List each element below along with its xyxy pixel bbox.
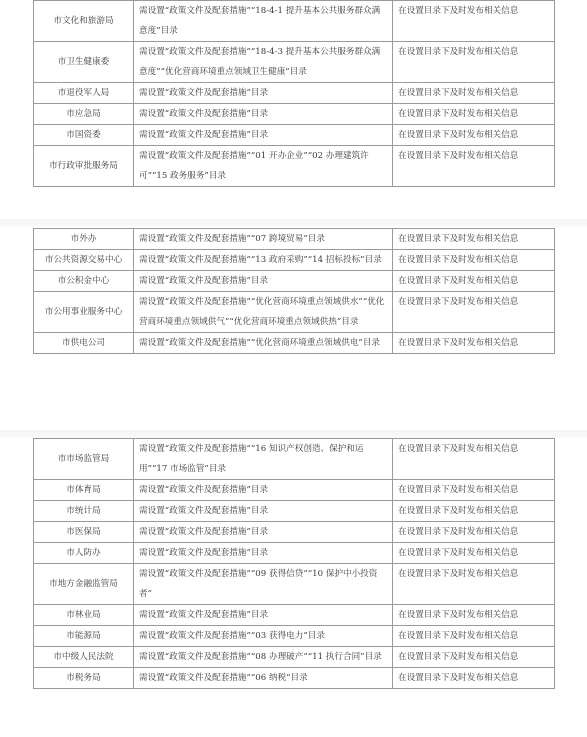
disclosure-table-3 — [33, 438, 555, 689]
requirement-cell: 需设置“政策文件及配套措施”“18-4-1 提升基本公共服务群众满意度”目录 — [134, 1, 393, 42]
action-cell: 在设置目录下及时发布相关信息 — [393, 250, 555, 271]
action-cell: 在设置目录下及时发布相关信息 — [393, 522, 555, 543]
table-row — [34, 480, 555, 501]
department-cell: 市中级人民法院 — [34, 647, 134, 668]
department-cell: 市能源局 — [34, 626, 134, 647]
action-cell: 在设置目录下及时发布相关信息 — [393, 125, 555, 146]
action-cell: 在设置目录下及时发布相关信息 — [393, 83, 555, 104]
table-row — [34, 292, 555, 333]
department-cell: 市国资委 — [34, 125, 134, 146]
table-block-3 — [33, 438, 555, 737]
disclosure-table-2 — [33, 228, 555, 354]
department-cell: 市公共资源交易中心 — [34, 250, 134, 271]
table-row — [34, 146, 555, 187]
department-cell: 市供电公司 — [34, 333, 134, 354]
table-row — [34, 501, 555, 522]
table-row — [34, 229, 555, 250]
table-row — [34, 626, 555, 647]
department-cell: 市医保局 — [34, 522, 134, 543]
action-cell: 在设置目录下及时发布相关信息 — [393, 647, 555, 668]
department-cell: 市行政审批服务局 — [34, 146, 134, 187]
department-cell: 市卫生健康委 — [34, 42, 134, 83]
requirement-cell: 需设置“政策文件及配套措施”“06 纳税”目录 — [134, 668, 393, 689]
department-cell: 市统计局 — [34, 501, 134, 522]
department-cell: 市税务局 — [34, 668, 134, 689]
requirement-cell: 需设置“政策文件及配套措施”目录 — [134, 104, 393, 125]
action-cell: 在设置目录下及时发布相关信息 — [393, 42, 555, 83]
table-row — [34, 647, 555, 668]
requirement-cell: 需设置“政策文件及配套措施”“07 跨境贸易”目录 — [134, 229, 393, 250]
department-cell: 市林业局 — [34, 605, 134, 626]
requirement-cell: 需设置“政策文件及配套措施”目录 — [134, 522, 393, 543]
action-cell: 在设置目录下及时发布相关信息 — [393, 292, 555, 333]
department-cell: 市体育局 — [34, 480, 134, 501]
requirement-cell: 需设置“政策文件及配套措施”目录 — [134, 271, 393, 292]
requirement-cell: 需设置“政策文件及配套措施”“优化营商环境重点领域供电”目录 — [134, 333, 393, 354]
requirement-cell: 需设置“政策文件及配套措施”目录 — [134, 543, 393, 564]
disclosure-table-1 — [33, 0, 555, 187]
action-cell: 在设置目录下及时发布相关信息 — [393, 605, 555, 626]
action-cell: 在设置目录下及时发布相关信息 — [393, 543, 555, 564]
department-cell: 市地方金融监管局 — [34, 564, 134, 605]
page-gap — [0, 219, 587, 227]
action-cell: 在设置目录下及时发布相关信息 — [393, 501, 555, 522]
requirement-cell: 需设置“政策文件及配套措施”“03 获得电力”目录 — [134, 626, 393, 647]
requirement-cell: 需设置“政策文件及配套措施”“08 办理破产”“11 执行合同”目录 — [134, 647, 393, 668]
table-row — [34, 543, 555, 564]
requirement-cell: 需设置“政策文件及配套措施”目录 — [134, 501, 393, 522]
department-cell: 市公用事业服务中心 — [34, 292, 134, 333]
requirement-cell: 需设置“政策文件及配套措施”“13 政府采购”“14 招标投标”目录 — [134, 250, 393, 271]
department-cell: 市外办 — [34, 229, 134, 250]
department-cell: 市文化和旅游局 — [34, 1, 134, 42]
table-row — [34, 42, 555, 83]
requirement-cell: 需设置“政策文件及配套措施”“01 开办企业”“02 办理建筑许可”“15 政务服务”目录 — [134, 146, 393, 187]
table-row — [34, 83, 555, 104]
action-cell: 在设置目录下及时发布相关信息 — [393, 480, 555, 501]
page-gap — [0, 430, 587, 438]
action-cell: 在设置目录下及时发布相关信息 — [393, 1, 555, 42]
table-row — [34, 564, 555, 605]
department-cell: 市人防办 — [34, 543, 134, 564]
table-row — [34, 605, 555, 626]
table-block-2 — [33, 228, 555, 430]
action-cell: 在设置目录下及时发布相关信息 — [393, 271, 555, 292]
action-cell: 在设置目录下及时发布相关信息 — [393, 229, 555, 250]
department-cell: 市应急局 — [34, 104, 134, 125]
action-cell: 在设置目录下及时发布相关信息 — [393, 626, 555, 647]
table-row — [34, 333, 555, 354]
action-cell: 在设置目录下及时发布相关信息 — [393, 564, 555, 605]
table-row — [34, 104, 555, 125]
requirement-cell: 需设置“政策文件及配套措施”“优化营商环境重点领域供水”“优化营商环境重点领域供气”“优化营商环境重点领域供热”目录 — [134, 292, 393, 333]
table-block-1 — [33, 0, 555, 218]
requirement-cell: 需设置“政策文件及配套措施”目录 — [134, 605, 393, 626]
requirement-cell: 需设置“政策文件及配套措施”“09 获得信贷”“10 保护中小投资者” — [134, 564, 393, 605]
table-row — [34, 668, 555, 689]
table-row — [34, 522, 555, 543]
table-row — [34, 125, 555, 146]
action-cell: 在设置目录下及时发布相关信息 — [393, 104, 555, 125]
action-cell: 在设置目录下及时发布相关信息 — [393, 333, 555, 354]
department-cell: 市退役军人局 — [34, 83, 134, 104]
requirement-cell: 需设置“政策文件及配套措施”“18-4-3 提升基本公共服务群众满意度”“优化营商环境重点领域卫生健康”目录 — [134, 42, 393, 83]
department-cell: 市公积金中心 — [34, 271, 134, 292]
table-row — [34, 439, 555, 480]
table-row — [34, 271, 555, 292]
action-cell: 在设置目录下及时发布相关信息 — [393, 146, 555, 187]
requirement-cell: 需设置“政策文件及配套措施”目录 — [134, 83, 393, 104]
requirement-cell: 需设置“政策文件及配套措施”目录 — [134, 125, 393, 146]
action-cell: 在设置目录下及时发布相关信息 — [393, 668, 555, 689]
department-cell: 市市场监管局 — [34, 439, 134, 480]
action-cell: 在设置目录下及时发布相关信息 — [393, 439, 555, 480]
requirement-cell: 需设置“政策文件及配套措施”目录 — [134, 480, 393, 501]
requirement-cell: 需设置“政策文件及配套措施”“16 知识产权创造、保护和运用”“17 市场监管”目录 — [134, 439, 393, 480]
table-row — [34, 250, 555, 271]
table-row — [34, 1, 555, 42]
